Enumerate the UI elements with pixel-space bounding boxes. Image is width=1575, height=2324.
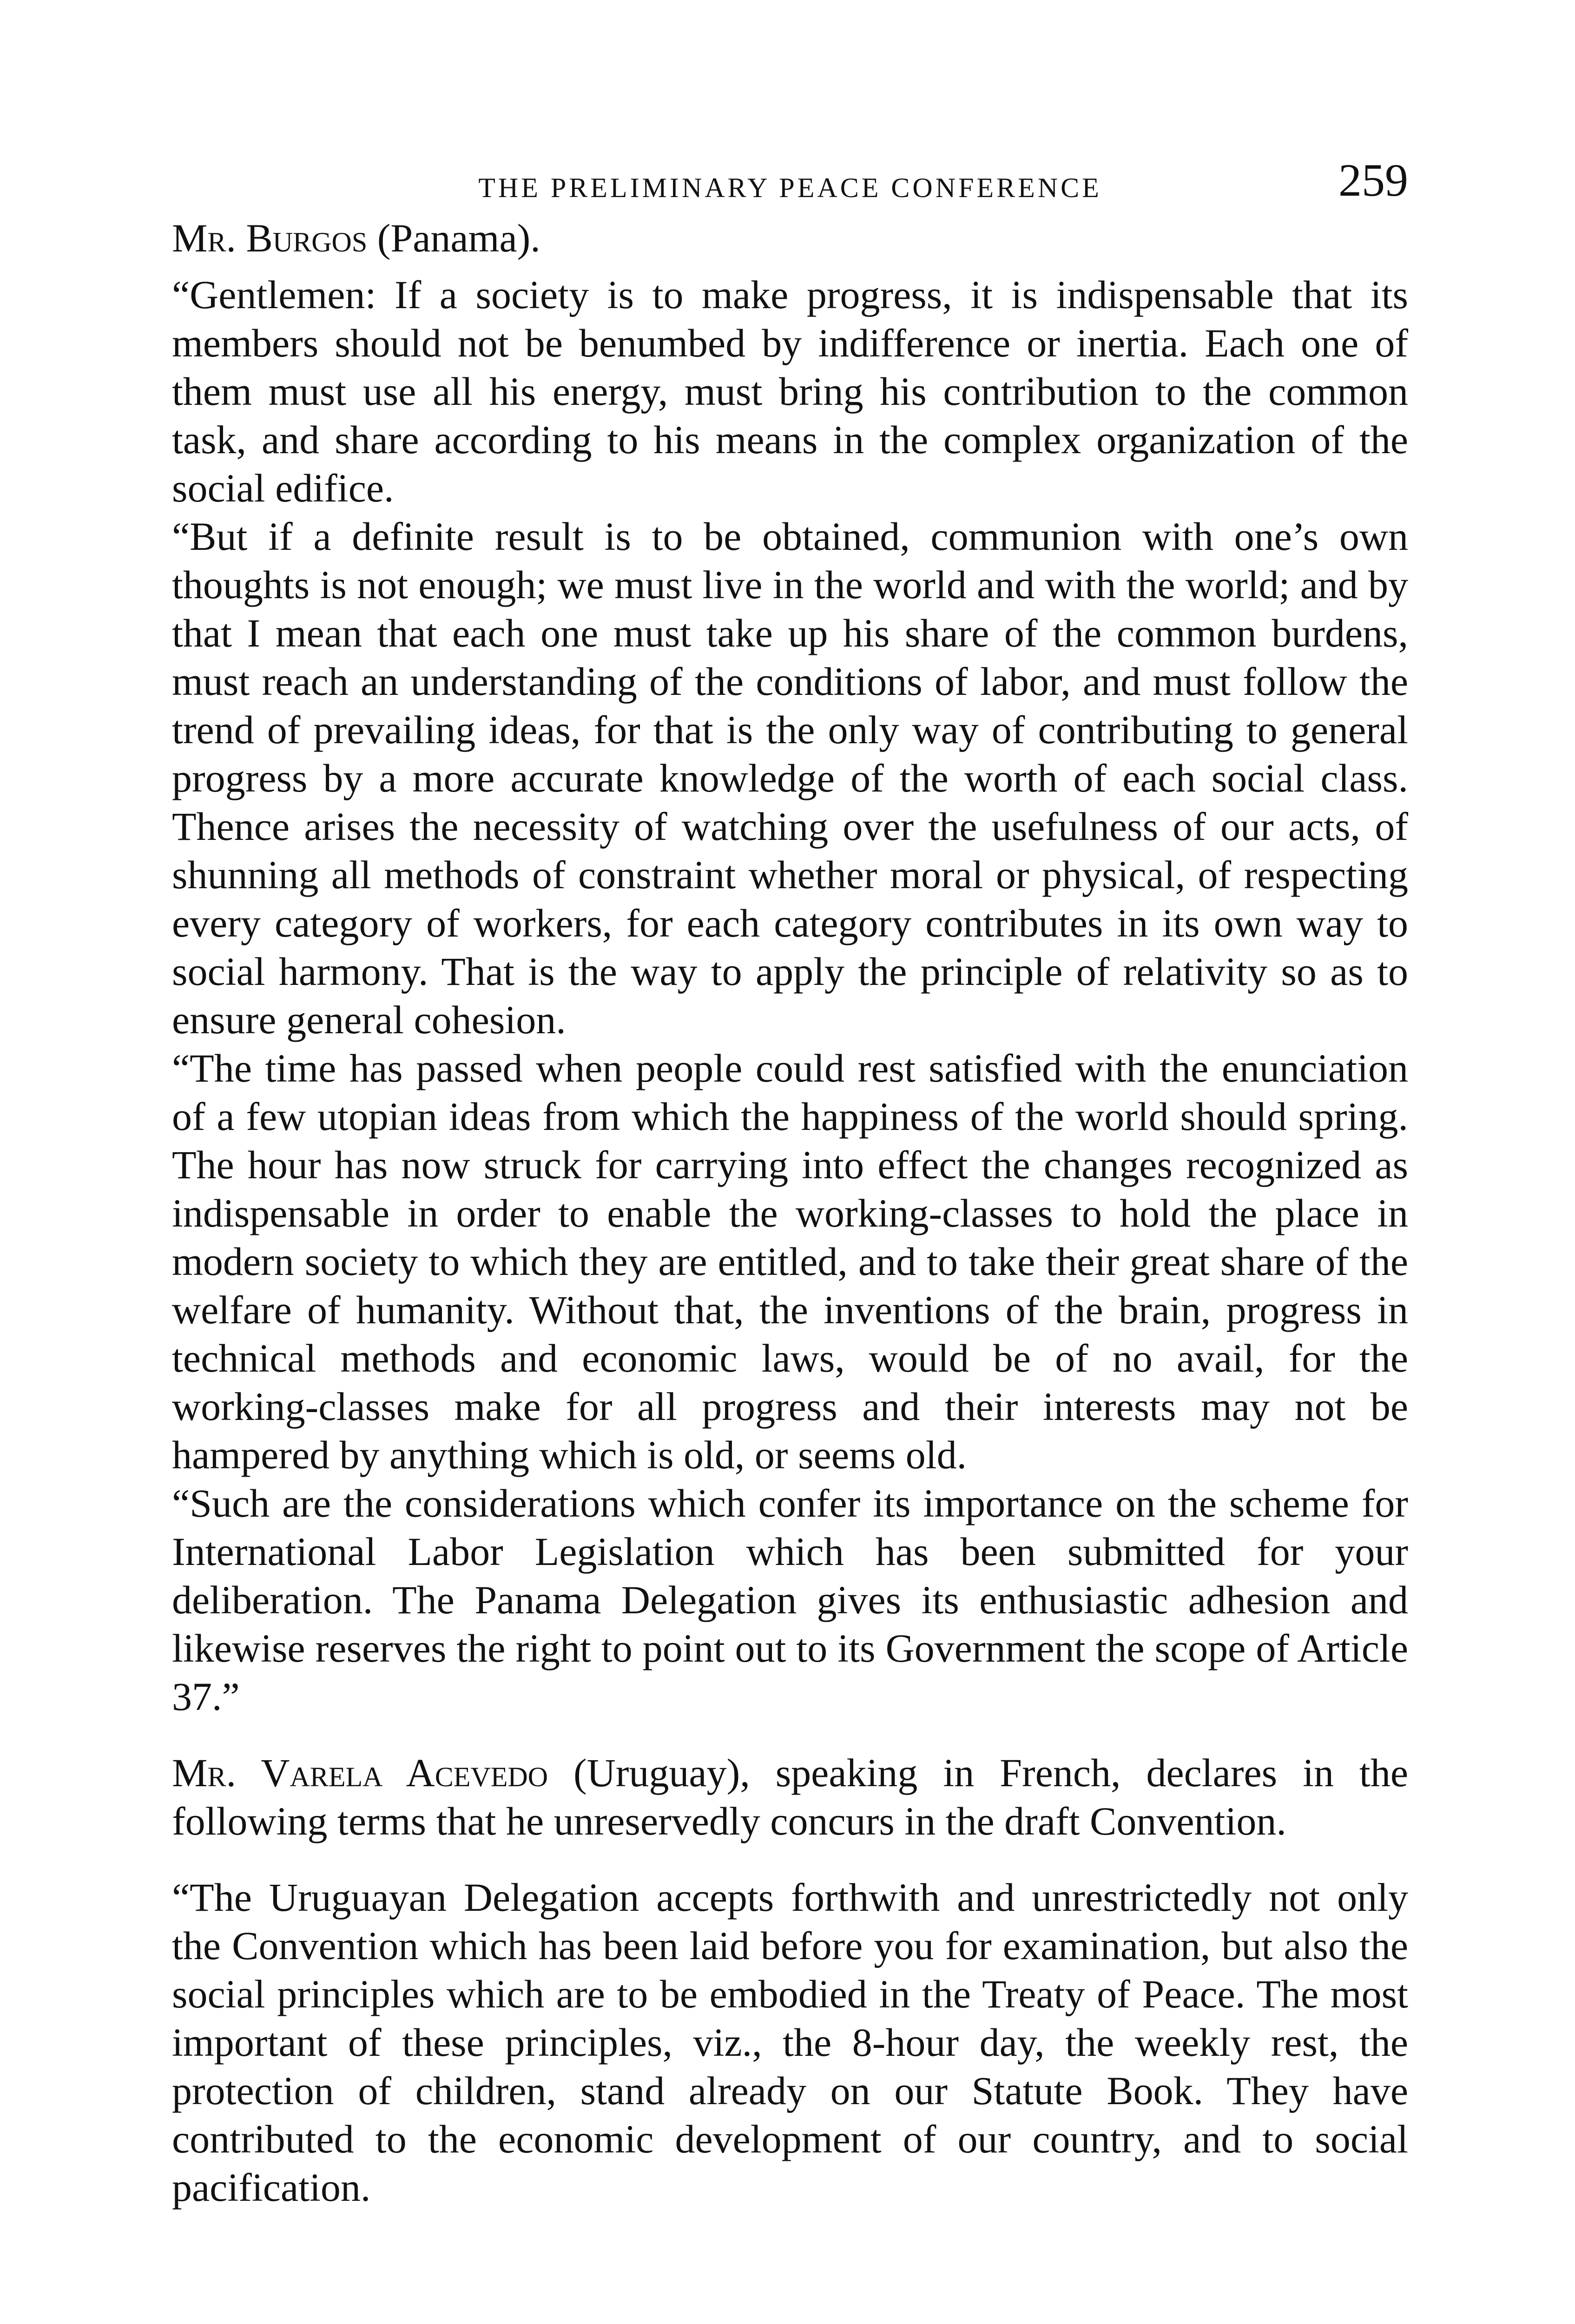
page-number: 259	[1338, 154, 1408, 206]
paragraph: “The Uruguayan Delegation accepts forthwith and unrestrictedly not only the Convention which has been laid before you for examination, but also the social principles which are to be embodied in the Treaty of Peace. The most important of these principles, viz., the 8-hour day, the weekly rest, the protection of children, stand already on our Statute Book. They have contributed to the economic development of our country, and to social pacification.	[172, 1875, 1408, 2210]
paragraph: “But if a definite result is to be obtained, communion with one’s own thoughts is not enough; we must live in the world and with the world; and by that I mean that each one must take up his share of the common burdens, must reach an understanding of the conditions of labor, and must follow the trend of prevailing ideas, for that is the only way of contributing to general progress by a more accurate knowledge of the worth of each social class. Thence arises the necessity of watching over the usefulness of our acts, of shunning all methods of constraint whether moral or physical, of respecting every category of workers, for each category contributes in its own way to social harmony. That is the way to apply the principle of relativity so as to ensure general cohesion.	[172, 514, 1408, 1042]
running-title: THE PRELIMINARY PEACE CONFERENCE	[478, 172, 1102, 203]
paragraph: “Such are the considerations which confer its importance on the scheme for International Labor Legislation which has been submitted for your deliberation. The Panama Delegation gives its enthusiastic adhesion and likewise reserves the right to point out to its Government the scope of Article 37.”	[172, 1481, 1408, 1719]
speaker-name: Mr. Varela Acevedo	[172, 1750, 548, 1795]
speaker-affiliation: (Panama).	[377, 216, 540, 260]
speaker-name: Mr. Burgos	[172, 216, 368, 260]
paragraph: “Gentlemen: If a society is to make progress, it is indispensable that its members should not be benumbed by indifference or inertia. Each one of them must use all his energy, must bring his contribution to the common task, and share according to his means in the complex organization of the social edifice.	[172, 272, 1408, 510]
speaker-heading-burgos	[172, 214, 1408, 262]
paragraph: “The time has passed when people could rest satisfied with the enunciation of a few utopian ideas from which the happiness of the world should spring. The hour has now struck for carrying into effect the changes recognized as indispensable in order to enable the working-classes to hold the place in modern society to which they are entitled, and to take their great share of the welfare of humanity. Without that, the inventions of the brain, progress in technical methods and economic laws, would be of no avail, for the working-classes make for all progress and their interests may not be hampered by anything which is old, or seems old.	[172, 1046, 1408, 1477]
running-head	[172, 153, 1408, 214]
document-page	[172, 153, 1408, 2212]
speaker-statement: (Uruguay), speaking in French, declares in the following terms that he unreservedly concurs in the draft Convention.	[172, 1750, 1408, 1843]
speaker-statement-varela	[172, 1749, 1408, 1845]
